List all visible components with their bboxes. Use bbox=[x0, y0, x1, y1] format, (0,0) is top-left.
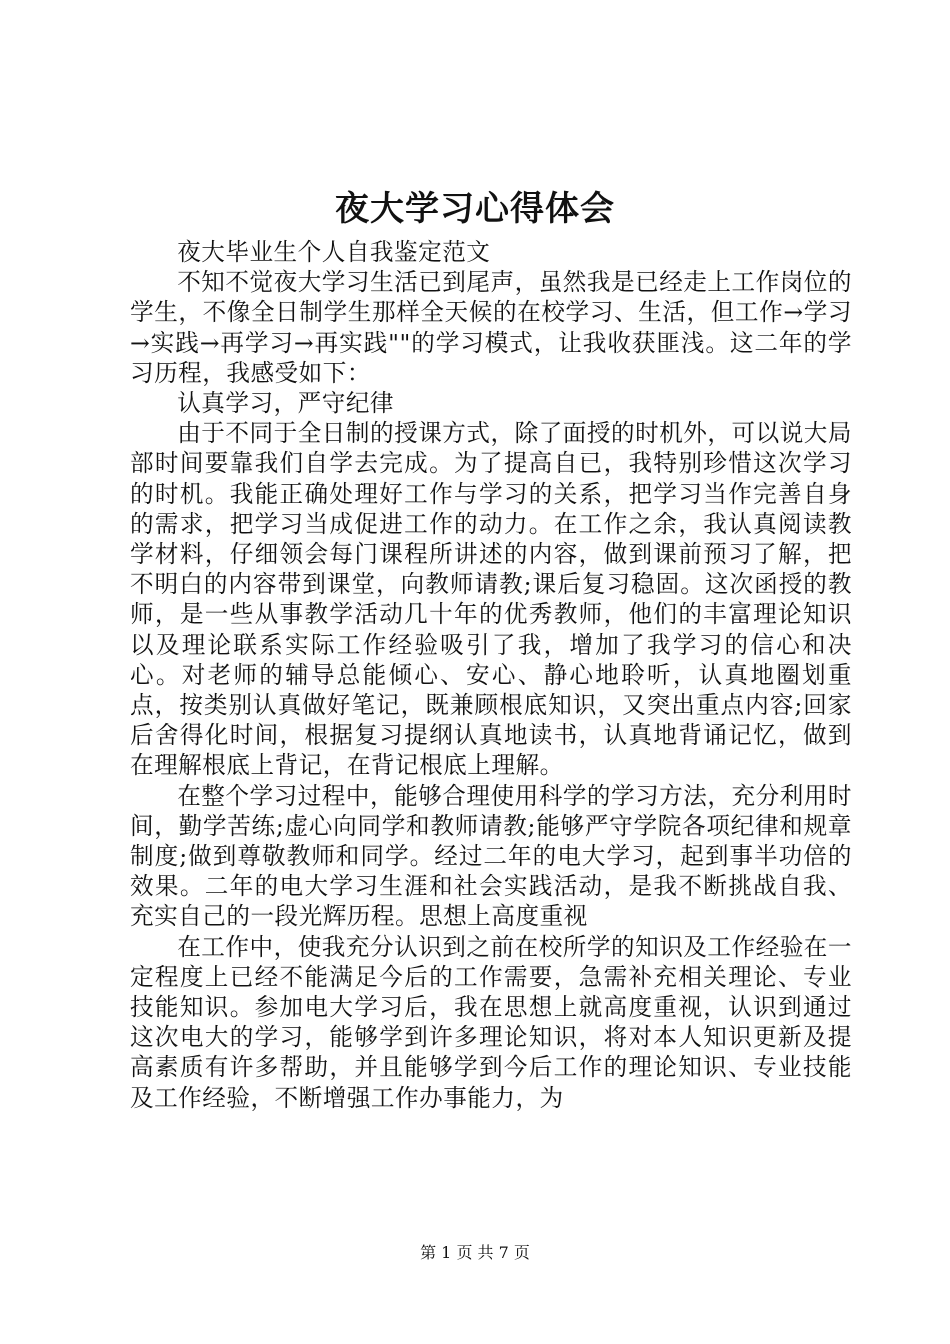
paragraph-study-method: 由于不同于全日制的授课方式，除了面授的时机外，可以说大局部时间要靠我们自学去完成。为了提高自已，我特别珍惜这次学习的时机。我能正确处理好工作与学习的关系，把学习当作完善自身的需求，把学习当成促进工作的动力。在工作之余，我认真阅读教学材料，仔细领会每门课程所讲述的内容，做到课前预习了解，把不明白的内容带到课堂，向教师请教;课后复习稳固。这次函授的教师，是一些从事教学活动几十年的优秀教师，他们的丰富理论知识以及理论联系实际工作经验吸引了我，增加了我学习的信心和决心。对老师的辅导总能倾心、安心、静心地聆听，认真地圈划重点，按类别认真做好笔记，既兼顾根底知识，又突出重点内容;回家后舍得化时间，根据复习提纲认真地读书，认真地背诵记忆，做到在理解根底上背记，在背记根底上理解。 bbox=[130, 419, 852, 780]
paragraph-section-heading: 认真学习，严守纪律 bbox=[177, 389, 395, 418]
document-title: 夜大学习心得体会 bbox=[335, 189, 615, 229]
paragraph-work-awareness: 在工作中，使我充分认识到之前在校所学的知识及工作经验在一定程度上已经不能满足今后的工作需要，急需补充相关理论、专业技能知识。参加电大学习后，我在思想上就高度重视，认识到通过这次电大的学习，能够学到许多理论知识，将对本人知识更新及提高素质有许多帮助，并且能够学到今后工作的理论知识、专业技能及工作经验，不断增强工作办事能力，为 bbox=[130, 932, 852, 1112]
paragraph-subtitle: 夜大毕业生个人自我鉴定范文 bbox=[177, 238, 491, 266]
paragraph-study-process: 在整个学习过程中，能够合理使用科学的学习方法，充分利用时间，勤学苦练;虚心向同学和教师请教;能够严守学院各项纪律和规章制度;做到尊敬教师和同学。经过二年的电大学习，起到事半功倍的效果。二年的电大学习生涯和社会实践活动，是我不断挑战自我、充实自己的一段光辉历程。思想上高度重视 bbox=[130, 781, 852, 931]
page-footer: 第 1 页 共 7 页 bbox=[420, 1243, 530, 1262]
document-body bbox=[130, 237, 852, 1113]
paragraph-intro: 不知不觉夜大学习生活已到尾声，虽然我是已经走上工作岗位的学生，不像全日制学生那样全天候的在校学习、生活，但工作→学习→实践→再学习→再实践""的学习模式，让我收获匪浅。这二年的学习历程，我感受如下： bbox=[130, 268, 852, 387]
